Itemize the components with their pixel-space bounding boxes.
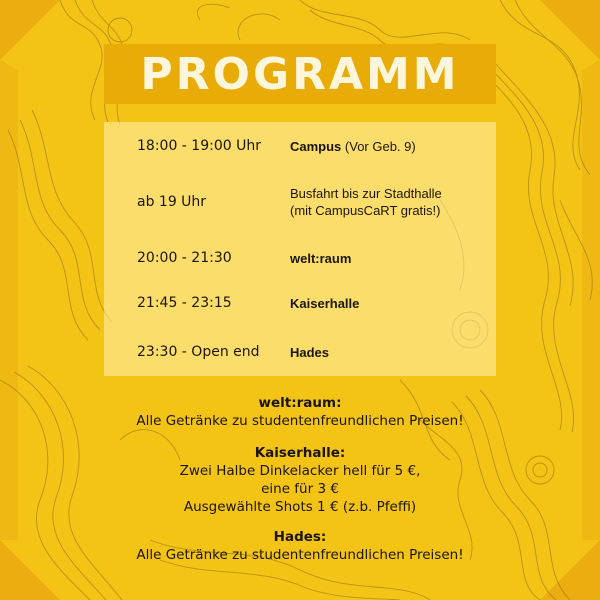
schedule-time: ab 19 Uhr — [137, 194, 207, 210]
special-offer — [0, 528, 600, 564]
special-offer — [0, 444, 600, 516]
event-line: Busfahrt bis zur Stadthalle — [290, 186, 442, 201]
offer-line: Alle Getränke zu studentenfreundlichen Preisen! — [136, 547, 464, 563]
schedule-event — [290, 344, 329, 361]
offer-heading: welt:raum: — [258, 395, 342, 411]
event-line: (mit CampusCaRT gratis!) — [290, 203, 441, 218]
event-name: welt:raum — [290, 250, 352, 266]
schedule-event — [290, 295, 359, 312]
offer-line: Ausgewählte Shots 1 € (z.b. Pfeffi) — [183, 499, 417, 515]
event-detail: (Vor Geb. 9) — [341, 138, 416, 154]
page-title: PROGRAMM — [140, 48, 460, 100]
schedule-time: 18:00 - 19:00 Uhr — [137, 138, 261, 154]
schedule-row — [104, 248, 496, 268]
schedule-event — [290, 250, 351, 267]
schedule-row — [104, 293, 496, 313]
offer-heading: Kaiserhalle: — [254, 445, 346, 461]
offer-line: Zwei Halbe Dinkelacker hell für 5 €, — [179, 463, 421, 479]
special-offer — [0, 394, 600, 430]
schedule-time: 21:45 - 23:15 — [137, 295, 232, 311]
schedule-row — [104, 136, 496, 156]
event-name: Hades — [290, 344, 330, 360]
offer-heading: Hades: — [273, 529, 327, 545]
schedule-event — [290, 185, 442, 219]
event-name: Campus — [290, 138, 342, 154]
event-name: Kaiserhalle — [290, 295, 360, 311]
schedule-event — [290, 138, 416, 155]
schedule-panel — [104, 122, 496, 376]
schedule-time: 20:00 - 21:30 — [137, 250, 232, 266]
schedule-row — [104, 342, 496, 362]
offer-line: eine für 3 € — [261, 481, 339, 497]
schedule-time: 23:30 - Open end — [137, 344, 260, 360]
schedule-row — [104, 180, 496, 224]
title-banner — [104, 44, 496, 104]
offer-line: Alle Getränke zu studentenfreundlichen Preisen! — [136, 413, 464, 429]
